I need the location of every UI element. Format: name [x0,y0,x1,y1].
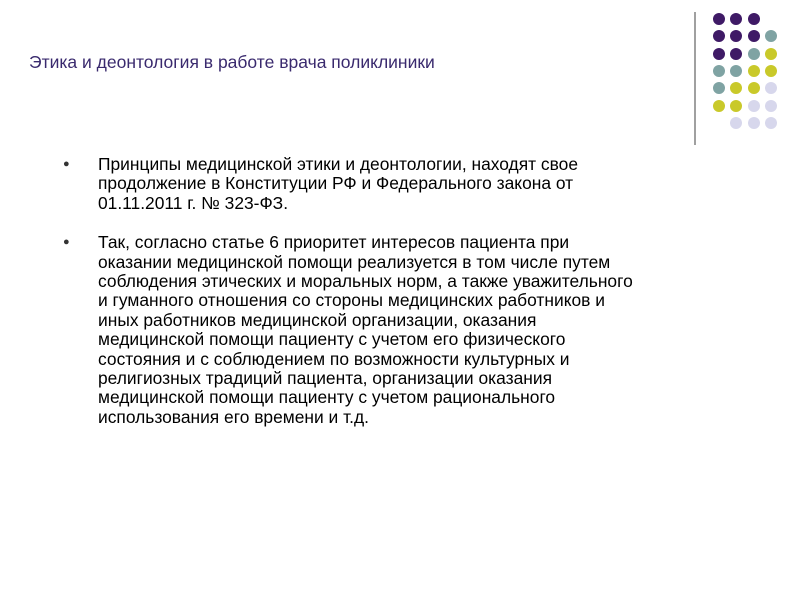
bullet-line: Принципы медицинской этики и деонтологии, находят свое [98,154,578,174]
bullet-line: и гуманного отношения со стороны медицинских работников и [98,290,605,311]
bullet-line: религиозных традиций пациента, организации оказания [98,368,552,389]
decorative-dot [765,100,777,112]
decorative-dot [748,30,760,42]
bullet-line: иных работников медицинской организации, оказания [98,309,537,330]
decorative-dot [730,48,742,60]
decorative-dot [748,48,760,60]
decorative-dot [765,117,777,129]
decorative-dot [713,48,725,60]
decorative-dot [748,100,760,112]
bullet-item [60,233,765,427]
bullet-line: Так, согласно статье 6 приоритет интересов пациента при [98,232,570,253]
decorative-dot [730,30,742,42]
bullet-line: соблюдения этических и моральных норм, а также уважительного [98,271,633,292]
decorative-dot [713,82,725,94]
bullet-list [60,155,765,447]
decorative-dot-grid [0,0,800,160]
bullet-line: медицинской помощи пациенту с учетом рационального [98,387,556,408]
decorative-dot [730,82,742,94]
decorative-dot [765,82,777,94]
bullet-line: 01.11.2011 г. № 323-ФЗ. [98,192,289,213]
decorative-dot [748,13,760,25]
bullet-line: продолжение в Конституции РФ и Федерального закона от [98,173,574,194]
decorative-dot [730,100,742,112]
decorative-dot [765,30,777,42]
decorative-dot [748,117,760,129]
bullet-line: использования его времени и т.д. [98,406,369,427]
bullet-dot-icon: ● [63,236,70,249]
decorative-dot [730,13,742,25]
decorative-dot [765,48,777,60]
decorative-dot [713,65,725,77]
bullet-line: оказании медицинской помощи реализуется в том числе путем [98,251,611,272]
bullet-line: состояния и с соблюдением по возможности культурных и [98,348,570,369]
decorative-dot [730,117,742,129]
bullet-line: медицинской помощи пациенту с учетом его физического [98,329,566,350]
bullet-dot-icon: ● [63,158,70,170]
decorative-dot [713,13,725,25]
slide-title: Этика и деонтология в работе врача поликлиники [29,52,435,72]
decorative-dot [748,82,760,94]
decorative-dot [730,65,742,77]
decorative-dot [713,100,725,112]
decorative-dot [765,65,777,77]
decorative-dot [713,30,725,42]
bullet-item [60,155,765,213]
decorative-dot [748,65,760,77]
